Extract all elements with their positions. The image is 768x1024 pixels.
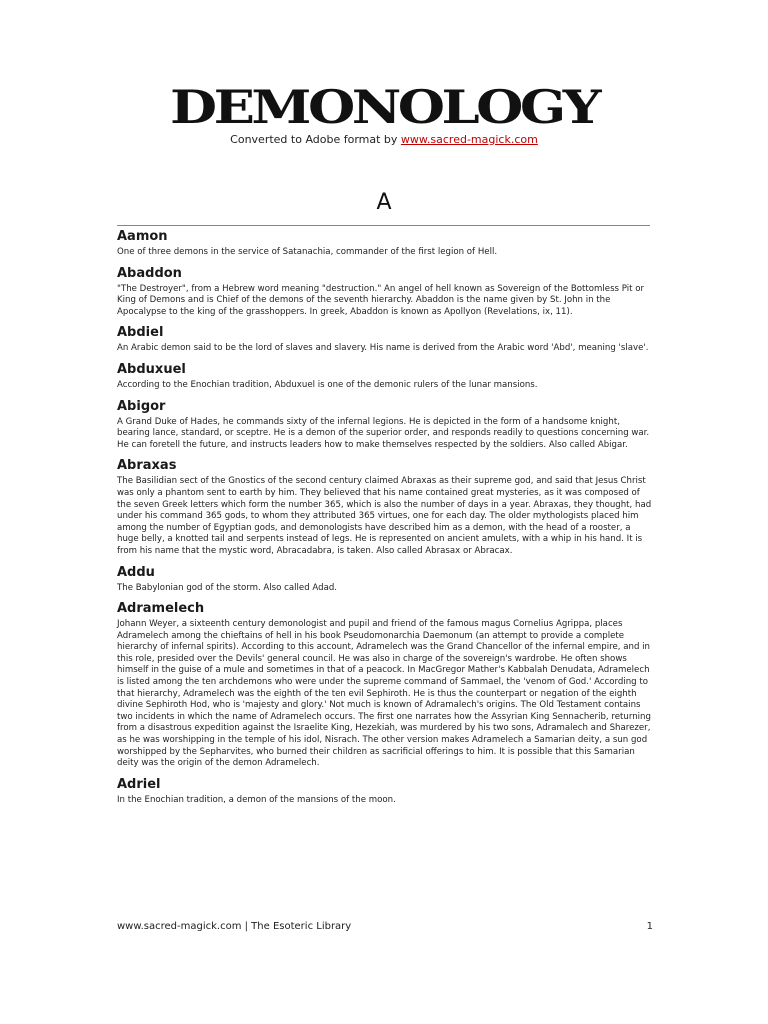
entry-abaddon [117, 266, 653, 319]
sacred-magick-link[interactable]: www.sacred-magick.com [400, 133, 538, 146]
entry-aamon [117, 229, 653, 259]
page-number: 1 [646, 921, 653, 932]
conversion-note-prefix: Converted to Adobe format by [230, 133, 401, 146]
section-divider [117, 225, 650, 226]
footer-site-label: www.sacred-magick.com | The Esoteric Library [117, 921, 352, 932]
entry-abduxuel [117, 362, 653, 392]
entry-title: Abduxuel [117, 361, 186, 377]
entry-body: "The Destroyer", from a Hebrew word meaning "destruction." An angel of hell known as Sovereign of the Bottomless Pit or King of Demons and is Chief of the demons of the seventh hierarchy. Abaddon is the name given by St. John in the Apocalypse to the king of the grasshoppers. In greek, Abaddon is known as Apollyon (Revelations, ix, 11). [117, 283, 645, 317]
entry-title: Addu [117, 564, 155, 580]
entry-title: Aamon [117, 229, 168, 244]
section-letter-heading: A [376, 190, 392, 215]
entry-body: According to the Enochian tradition, Abduxuel is one of the demonic rulers of the lunar mansions. [117, 379, 538, 390]
entry-body: In the Enochian tradition, a demon of the mansions of the moon. [117, 794, 396, 805]
entry-title: Abigor [117, 398, 166, 414]
entry-list [117, 229, 653, 813]
entry-abraxas [117, 458, 653, 557]
entry-title: Adriel [117, 776, 161, 792]
entry-adriel [117, 777, 653, 807]
entry-body: A Grand Duke of Hades, he commands sixty of the infernal legions. He is depicted in the form of a handsome knight, bearing lance, standard, or sceptre. He is a demon of the superior order, and responds readily to questions concerning war. He can foretell the future, and instructs leaders how to make themselves respected by the soldiers. Also called Abigar. [117, 416, 650, 450]
entry-abdiel [117, 325, 653, 355]
entry-abigor [117, 399, 653, 452]
entry-body: Johann Weyer, a sixteenth century demonologist and pupil and friend of the famous magus Cornelius Agrippa, places Adramelech among the chieftains of hell in his book Pseudomonarchia Daemonum (an attempt to provide a complete hierarchy of infernal spirits). According to this account, Adramelech was the Grand Chancellor of the infernal empire, and in this role, presided over the Devils' general council. He was also in charge of the sovereign's wardrobe. He often shows himself in the guise of a mule and sometimes in that of a peacock. In MacGregor Mather's Kabbalah Denudata, Adramelech is listed among the ten archdemons who were under the supreme command of Sammael, the 'venom of God.' According to that hierarchy, Adramelech was the eighth of the ten evil Sephiroth. He is thus the counterpart or negation of the eighth divine Sephiroth Hod, who is 'majesty and glory.' Not much is known of Adramalech's origins. The Old Testament contains two incidents in which the name of Adramelech occurs. The first one narrates how the Assyrian King Sennacherib, returning from a disastrous expedition against the Israelite King, Hezekiah, was murdered by his two sons, Adramalech and Sharezer, as he was worshipping in the temple of his idol, Nisrach. The other version makes Adramelech a Samarian deity, a sun god worshipped by the Sepharvites, who burned their children as sacrificial offerings to him. It is possible that this Samarian deity was the origin of the demon Adramelech. [117, 619, 651, 769]
entry-body: An Arabic demon said to be the lord of slaves and slavery. His name is derived from the Arabic word 'Abd', meaning 'slave'. [117, 343, 649, 354]
entry-title: Abdiel [117, 325, 164, 341]
conversion-note [0, 133, 768, 146]
entry-body: One of three demons in the service of Satanachia, commander of the first legion of Hell. [117, 247, 498, 257]
entry-title: Adramelech [117, 601, 205, 617]
entry-title: Abraxas [117, 458, 177, 474]
entry-body: The Basilidian sect of the Gnostics of the second century claimed Abraxas as their supreme god, and said that Jesus Christ was only a phantom sent to earth by him. They believed that his name contained great mysteries, as it was composed of the seven Greek letters which form the number 365, which is also the number of days in a year. Abraxas, they thought, had under his command 365 gods, to whom they attributed 365 virtues, one for each day. The older mythologists placed him among the number of Egyptian gods, and demonologists have described him as a demon, with the head of a rooster, a huge belly, a knotted tail and serpents instead of legs. He is represented on ancient amulets, with a whip in his hand. It is from his name that the mystic word, Abracadabra, is taken. Also called Abrasax or Abracax. [117, 476, 652, 556]
entry-body: The Babylonian god of the storm. Also called Adad. [117, 582, 338, 593]
entry-addu [117, 565, 653, 595]
entry-title: Abaddon [117, 265, 182, 281]
entry-adramelech [117, 601, 653, 770]
page-footer [117, 921, 653, 932]
document-title: DEMONOLOGY [170, 80, 598, 134]
